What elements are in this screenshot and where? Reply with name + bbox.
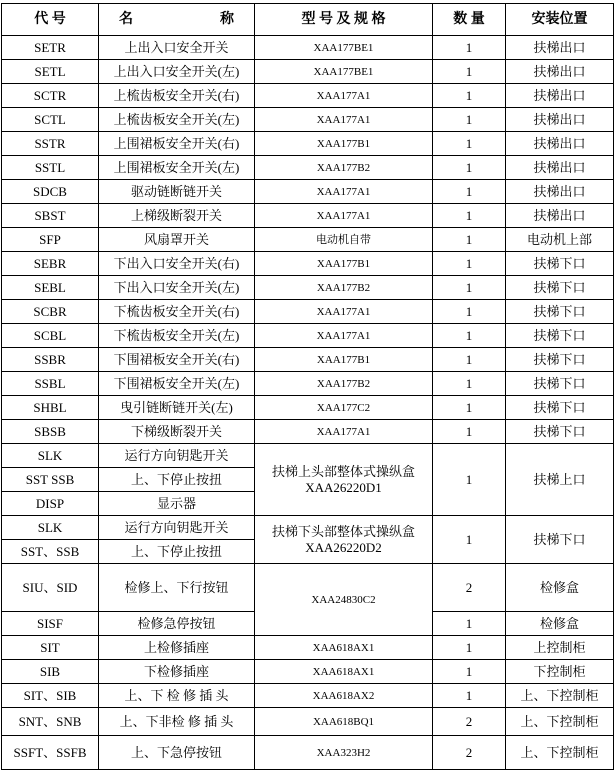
location-cell: 电动机上部	[506, 228, 614, 252]
name-cell: 风扇罩开关	[99, 228, 255, 252]
name-cell: 运行方向钥匙开关	[99, 516, 255, 540]
location-cell: 扶梯上口	[506, 444, 614, 516]
code-cell: SSTR	[2, 132, 99, 156]
name-cell: 驱动链断链开关	[99, 180, 255, 204]
code-cell: SIT	[2, 636, 99, 660]
code-cell: SIT、SIB	[2, 684, 99, 708]
name-cell: 上、下停止按扭	[99, 468, 255, 492]
qty-cell: 1	[433, 204, 506, 228]
code-cell: SCBL	[2, 324, 99, 348]
model-cell: XAA177B2	[255, 156, 433, 180]
model-cell: XAA177A1	[255, 84, 433, 108]
code-cell: SEBR	[2, 252, 99, 276]
table-row	[2, 516, 614, 540]
code-cell: SCTR	[2, 84, 99, 108]
model-cell: XAA618AX1	[255, 660, 433, 684]
model-cell: XAA177A1	[255, 180, 433, 204]
name-cell: 上、下 检 修 插 头	[99, 684, 255, 708]
name-cell: 上出入口安全开关(左)	[99, 60, 255, 84]
table-row	[2, 420, 614, 444]
header-code: 代 号	[2, 4, 99, 36]
model-cell: XAA177A1	[255, 108, 433, 132]
name-cell: 显示器	[99, 492, 255, 516]
code-cell: SHBL	[2, 396, 99, 420]
qty-cell: 1	[433, 612, 506, 636]
table-row	[2, 300, 614, 324]
code-cell: SLK	[2, 516, 99, 540]
code-cell: SCTL	[2, 108, 99, 132]
name-cell: 下梯级断裂开关	[99, 420, 255, 444]
model-cell: 电动机自带	[255, 228, 433, 252]
location-cell: 检修盒	[506, 612, 614, 636]
model-cell: XAA24830C2	[255, 564, 433, 636]
name-cell: 上围裙板安全开关(右)	[99, 132, 255, 156]
table-row	[2, 564, 614, 612]
name-cell: 下围裙板安全开关(右)	[99, 348, 255, 372]
name-cell: 下围裙板安全开关(左)	[99, 372, 255, 396]
location-cell: 扶梯下口	[506, 420, 614, 444]
qty-cell: 2	[433, 708, 506, 736]
code-cell: SSFT、SSFB	[2, 736, 99, 770]
model-cell: XAA618BQ1	[255, 708, 433, 736]
code-cell: SSBL	[2, 372, 99, 396]
name-cell: 上、下急停按钮	[99, 736, 255, 770]
qty-cell: 1	[433, 420, 506, 444]
qty-cell: 1	[433, 348, 506, 372]
model-cell: XAA177BE1	[255, 60, 433, 84]
table-row	[2, 204, 614, 228]
code-cell: SISF	[2, 612, 99, 636]
code-cell: DISP	[2, 492, 99, 516]
qty-cell: 2	[433, 736, 506, 770]
qty-cell: 1	[433, 156, 506, 180]
code-cell: SFP	[2, 228, 99, 252]
table-row	[2, 60, 614, 84]
location-cell: 检修盒	[506, 564, 614, 612]
location-cell: 扶梯下口	[506, 324, 614, 348]
header-model: 型 号 及 规 格	[255, 4, 433, 36]
qty-cell: 1	[433, 252, 506, 276]
table-row	[2, 276, 614, 300]
code-cell: SDCB	[2, 180, 99, 204]
model-line-1: 扶梯下头部整体式操纵盒	[271, 523, 415, 539]
qty-cell: 1	[433, 300, 506, 324]
code-cell: SST SSB	[2, 468, 99, 492]
table-row	[2, 708, 614, 736]
component-table	[1, 3, 614, 770]
code-cell: SBST	[2, 204, 99, 228]
table-row	[2, 684, 614, 708]
code-cell: SCBR	[2, 300, 99, 324]
model-line-1: 扶梯上头部整体式操纵盒	[271, 463, 415, 479]
code-cell: SLK	[2, 444, 99, 468]
location-cell: 扶梯出口	[506, 204, 614, 228]
location-cell: 扶梯下口	[506, 252, 614, 276]
qty-cell: 1	[433, 396, 506, 420]
model-cell: XAA177A1	[255, 300, 433, 324]
code-cell: SETL	[2, 60, 99, 84]
table-row	[2, 736, 614, 770]
header-name	[99, 4, 255, 36]
name-cell: 下出入口安全开关(左)	[99, 276, 255, 300]
qty-cell: 1	[433, 372, 506, 396]
name-cell: 下梳齿板安全开关(右)	[99, 300, 255, 324]
location-cell: 上、下控制柜	[506, 736, 614, 770]
model-cell: XAA177B1	[255, 132, 433, 156]
table-row	[2, 228, 614, 252]
table-row	[2, 132, 614, 156]
model-cell: XAA618AX2	[255, 684, 433, 708]
model-line-2: XAA26220D1	[305, 479, 382, 495]
name-cell: 运行方向钥匙开关	[99, 444, 255, 468]
header-qty: 数 量	[433, 4, 506, 36]
qty-cell: 1	[433, 516, 506, 564]
location-cell: 扶梯下口	[506, 300, 614, 324]
header-name-right: 称	[220, 11, 234, 27]
name-cell: 上、下停止按扭	[99, 540, 255, 564]
model-cell	[255, 444, 433, 516]
model-cell: XAA177B2	[255, 276, 433, 300]
name-cell: 下梳齿板安全开关(左)	[99, 324, 255, 348]
code-cell: SSBR	[2, 348, 99, 372]
code-cell: SIB	[2, 660, 99, 684]
qty-cell: 1	[433, 684, 506, 708]
qty-cell: 1	[433, 276, 506, 300]
model-cell: XAA177B1	[255, 348, 433, 372]
name-cell: 曳引链断链开关(左)	[99, 396, 255, 420]
model-cell: XAA177B2	[255, 372, 433, 396]
code-cell: SST、SSB	[2, 540, 99, 564]
model-cell: XAA323H2	[255, 736, 433, 770]
name-cell: 上围裙板安全开关(左)	[99, 156, 255, 180]
header-name-left: 名	[119, 11, 133, 27]
model-cell: XAA177B1	[255, 252, 433, 276]
name-cell: 下出入口安全开关(右)	[99, 252, 255, 276]
name-cell: 下检修插座	[99, 660, 255, 684]
location-cell: 扶梯出口	[506, 84, 614, 108]
location-cell: 扶梯出口	[506, 156, 614, 180]
name-cell: 上检修插座	[99, 636, 255, 660]
qty-cell: 1	[433, 132, 506, 156]
table-row	[2, 636, 614, 660]
name-cell: 检修急停按钮	[99, 612, 255, 636]
model-cell: XAA618AX1	[255, 636, 433, 660]
location-cell: 扶梯下口	[506, 372, 614, 396]
qty-cell: 1	[433, 180, 506, 204]
model-cell: XAA177C2	[255, 396, 433, 420]
header-location: 安装位置	[506, 4, 614, 36]
location-cell: 扶梯出口	[506, 108, 614, 132]
table-row	[2, 372, 614, 396]
qty-cell: 1	[433, 636, 506, 660]
qty-cell: 1	[433, 228, 506, 252]
table-row	[2, 444, 614, 468]
name-cell: 上、下非检 修 插 头	[99, 708, 255, 736]
location-cell: 扶梯出口	[506, 36, 614, 60]
code-cell: SIU、SID	[2, 564, 99, 612]
location-cell: 扶梯下口	[506, 348, 614, 372]
table-row	[2, 84, 614, 108]
model-cell: XAA177A1	[255, 204, 433, 228]
model-cell: XAA177BE1	[255, 36, 433, 60]
location-cell: 上控制柜	[506, 636, 614, 660]
location-cell: 下控制柜	[506, 660, 614, 684]
model-cell: XAA177A1	[255, 420, 433, 444]
qty-cell: 1	[433, 324, 506, 348]
table-row	[2, 324, 614, 348]
name-cell: 上出入口安全开关	[99, 36, 255, 60]
model-cell	[255, 516, 433, 564]
location-cell: 扶梯出口	[506, 132, 614, 156]
qty-cell: 1	[433, 60, 506, 84]
table-row	[2, 348, 614, 372]
location-cell: 扶梯下口	[506, 516, 614, 564]
name-cell: 上梳齿板安全开关(右)	[99, 84, 255, 108]
location-cell: 上、下控制柜	[506, 684, 614, 708]
code-cell: SETR	[2, 36, 99, 60]
location-cell: 扶梯出口	[506, 180, 614, 204]
table-row	[2, 180, 614, 204]
qty-cell: 1	[433, 36, 506, 60]
table-row	[2, 252, 614, 276]
table-row	[2, 156, 614, 180]
qty-cell: 1	[433, 660, 506, 684]
name-cell: 检修上、下行按钮	[99, 564, 255, 612]
name-cell: 上梳齿板安全开关(左)	[99, 108, 255, 132]
name-cell: 上梯级断裂开关	[99, 204, 255, 228]
table-row	[2, 36, 614, 60]
code-cell: SEBL	[2, 276, 99, 300]
qty-cell: 1	[433, 84, 506, 108]
model-cell: XAA177A1	[255, 324, 433, 348]
qty-cell: 1	[433, 108, 506, 132]
location-cell: 扶梯出口	[506, 60, 614, 84]
code-cell: SNT、SNB	[2, 708, 99, 736]
location-cell: 扶梯下口	[506, 276, 614, 300]
table-row	[2, 660, 614, 684]
location-cell: 扶梯下口	[506, 396, 614, 420]
header-row	[2, 4, 614, 36]
table-row	[2, 396, 614, 420]
model-line-2: XAA26220D2	[305, 539, 382, 555]
location-cell: 上、下控制柜	[506, 708, 614, 736]
code-cell: SBSB	[2, 420, 99, 444]
table-row	[2, 108, 614, 132]
qty-cell: 1	[433, 444, 506, 516]
code-cell: SSTL	[2, 156, 99, 180]
qty-cell: 2	[433, 564, 506, 612]
